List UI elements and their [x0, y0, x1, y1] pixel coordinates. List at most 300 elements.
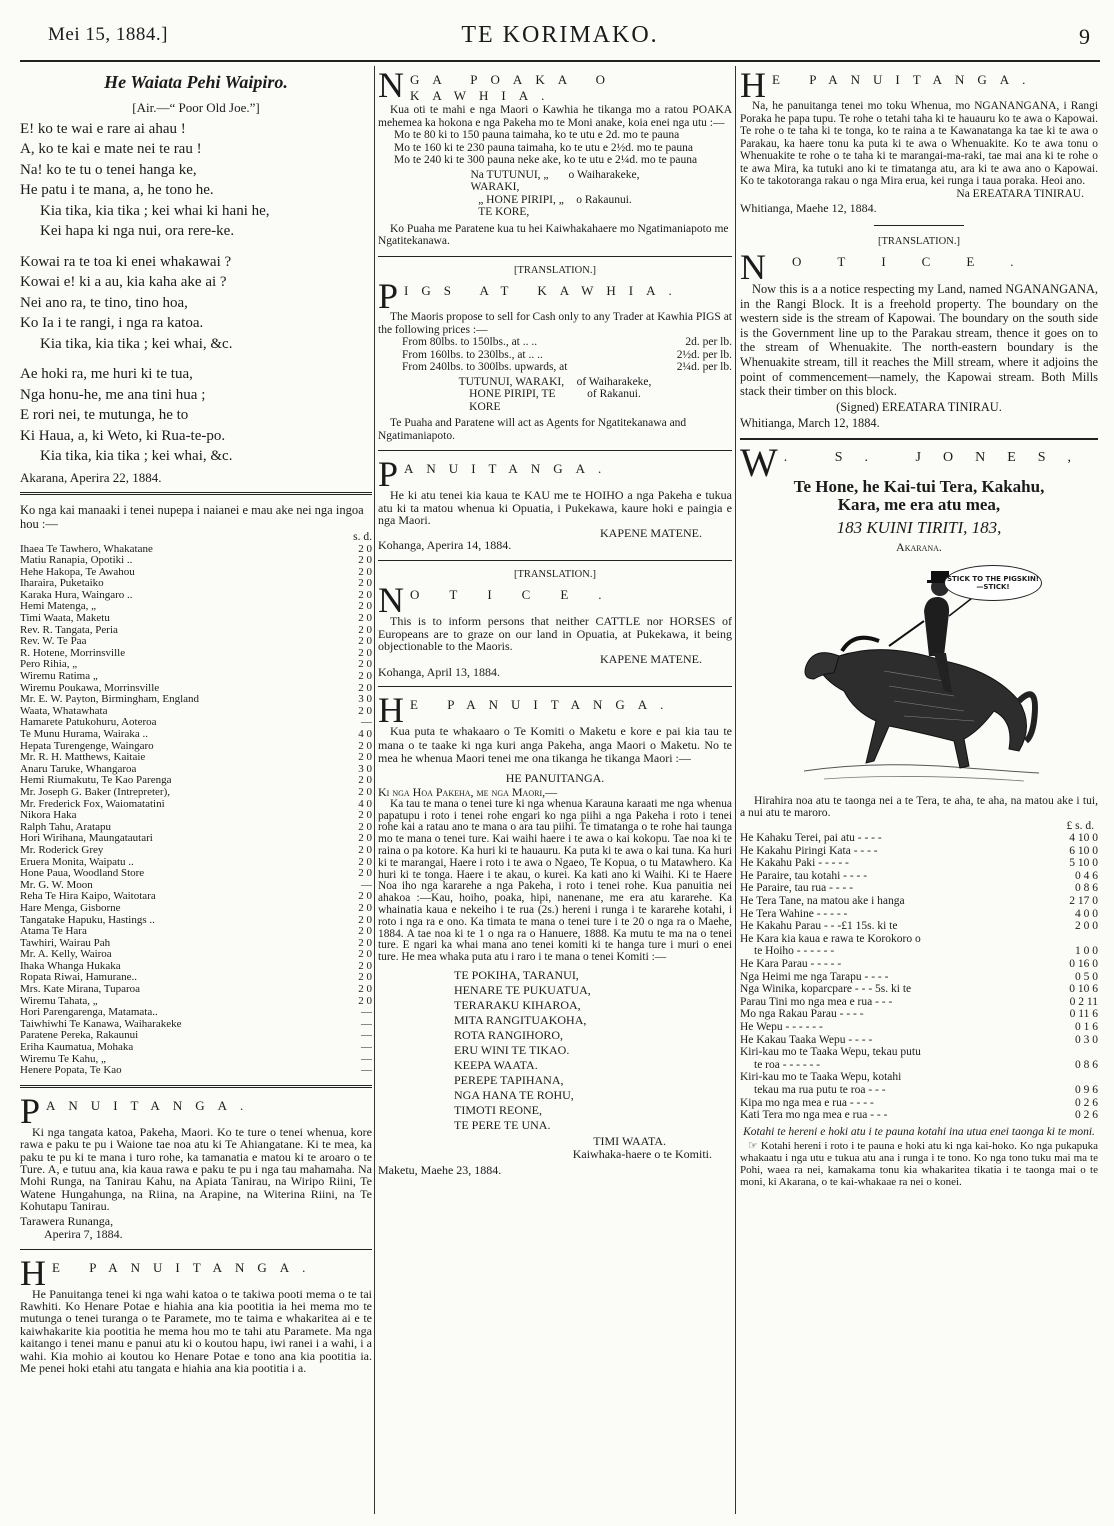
price-item-value: 0 2 6 [1075, 1096, 1098, 1109]
subscriber-row [20, 752, 372, 764]
price-item-value: 0 4 6 [1075, 869, 1098, 882]
subscriber-amount: 2 0 [358, 901, 372, 914]
price-item [740, 1059, 1098, 1072]
ad-heading-text: OTICE. [792, 254, 1050, 269]
price-item-name: He Kakahu Piringi Kata - - - - [740, 844, 878, 857]
subscriber-name: Hone Paua, Woodland Store [20, 868, 145, 880]
ad-date: Whitianga, Maehe 12, 1884. [740, 201, 877, 215]
ad-sign: KAPENE MATENE. [600, 652, 702, 667]
subscriber-row [20, 787, 372, 799]
subscriber-name: Wiremu Ratima „ [20, 671, 98, 683]
subscriber-amount: 2 0 [358, 948, 372, 961]
subscriber-amount: 2 0 [358, 565, 372, 578]
ad-intro: Kua oti te mahi e nga Maori o Kawhia he tikanga mo a ratou POAKA mehemea ka hokona e nga Pakeha mo te Moni anake, koia enei nga utu :— [378, 104, 732, 129]
price-item-name: He Wepu - - - - - - [740, 1020, 823, 1033]
subscriber-amount: 2 0 [358, 739, 372, 752]
price-item-value: 4 0 0 [1075, 907, 1098, 920]
subscriber-amount: 2 0 [358, 577, 372, 590]
section-rule [20, 1249, 372, 1250]
subscriber-amount: 2 0 [358, 971, 372, 984]
price-item-value: 4 10 0 [1069, 832, 1098, 845]
subscriber-name: Wiremu Poukawa, Morrinsville [20, 682, 160, 694]
committee-member: KEEPA WAATA. [454, 1058, 538, 1072]
subscriber-row [20, 636, 372, 648]
subscriber-amount: 2 0 [358, 588, 372, 601]
subscriber-row [20, 833, 372, 845]
price-item-name: He Kara Parau - - - - - [740, 958, 842, 970]
subscriber-row [20, 1042, 372, 1054]
subscriber-row [20, 625, 372, 637]
poem-line: E! ko te wai e rare ai ahau ! [20, 120, 186, 137]
ad-sign: Tarawera Runanga, [20, 1213, 114, 1228]
price-item [740, 870, 1098, 883]
subscriber-name: Mr. E. W. Payton, Birmingham, England [20, 694, 200, 706]
price-table [740, 832, 1098, 1122]
poem-line: Nei ano ra, te tino, tino hoa, [20, 294, 188, 311]
subscriber-name: R. Hotene, Morrinsville [20, 647, 126, 659]
ad-body: Ki nga tangata katoa, Pakeha, Maori. Ko te ture o tenei whenua, kore rawa e paku te pu i Waione tae noa atu ki Te Ahiangatane. Ki te mea, ka paku te pu ki te mana i turo rohe, ka tamanatia e matou ki te aroaro o te Ture. A, e tutuu ana, kia kaua rawa e paku te pu i nga tau mahamaha. Na Mohi Runga, na Tanirau Kahu, na Apiata Tanirau, na Wiripo Riini, Te Watene Hungahunga, na Riina, na Arapine, na Witerina Riini, na Te Kohutapu Tanirau. [20, 1124, 372, 1214]
subscriber-row [20, 938, 372, 950]
price-item [740, 832, 1098, 845]
price-row [378, 336, 732, 349]
signatory-names: HONE PIRIPI, TE KORE [469, 388, 556, 413]
subscriber-name: Karaka Hura, Waingaro .. [20, 589, 133, 601]
committee-member: TE POKIHA, TARANUI, [454, 968, 579, 982]
subscriber-row [20, 996, 372, 1008]
price-item-value: 0 2 6 [1075, 1109, 1098, 1122]
price-item [740, 882, 1098, 895]
subscriber-name: Mr. G. W. Moon [20, 879, 93, 891]
signatories [378, 194, 732, 219]
committee-member: HENARE TE PUKUATUA, [454, 983, 591, 997]
price-value: 2d. per lb. [685, 336, 732, 348]
committee-member: TERARAKU KIHAROA, [454, 998, 581, 1012]
subscriber-name: Mr. Roderick Grey [20, 844, 104, 856]
subscriber-name: Hamarete Patukohuru, Aoteroa [20, 717, 157, 729]
ad-heading [378, 690, 732, 731]
ad-body: Ka tau te mana o tenei ture ki nga whenua Karauna karaati me nga whenua papatupu i roto i tenei rohe engari ko nga piihi a nga Pakeha i roto i tenei rohe kai a ratau ano te mana o ara tau piihi. Te timatanga o te rohe hai taunga mo te mana o tenei ture. Kai waihi haere i te awa o kai kokopu. Tae noa ki te raina o pa kotore. Ka huri ki te hauauru. Ka puta ki te awa o kai tuna. Ka huri ki te marangai, Haere i roto i te awa o Ngaeo, Te Kopua, o tu Matawhero. Ka huri ki te tonga. Haere i te akau, o kurei. Ka kati ano ki Waihi. Ki te Haere Noa iho nga kararehe a nga Pakeha, i roto i tenei rohe. Kua panuitia nei ahakoa :—Kau, hoiho, poaka, hipi, nanenane, me era atu kararehe. Ka whainatia kaua e nekeiho i te rua (2s.) hereni i runga i te kararehe kotahi, i roto i nga ra e ono. Ka timata te mana o tenei ture i te 20 o nga ra o Maehe, 1884. A tae noa ki te 1 o nga ra o Hanuere, 1888. Ka mutu te ma na o tenei ture. E ngari ka whai mana ano tenei komiti ki te hanga ture i muri o enei ture. He mea whaka puta atu i raro i te mana o tenei Komiti :— [378, 797, 732, 964]
subscriber-amount: 2 0 [358, 704, 372, 717]
subscriber-amount: — [361, 1006, 372, 1019]
subscriber-amount: — [361, 1017, 372, 1030]
subscriber-name: Ropata Riwai, Hamurane.. [20, 972, 137, 984]
ad-footer: Ko Puaha me Paratene kua tu hei Kaiwhakahaere mo Ngatimaniapoto me Ngatitekanawa. [378, 222, 729, 247]
subscriber-row [20, 972, 372, 984]
price-item [740, 971, 1098, 984]
subscriber-name: Wiremu Tahata, „ [20, 995, 98, 1007]
subscriber-amount: — [361, 716, 372, 729]
price-item-value: 0 8 6 [1075, 882, 1098, 895]
subscriber-name: Reha Te Hira Kaipo, Waitotara [20, 891, 156, 903]
subscriber-name: Hemi Riumakutu, Te Kao Parenga [20, 775, 172, 787]
subscriber-row [20, 961, 372, 973]
ad-body: He Panuitanga tenei ki nga wahi katoa o te takiwa pooti mema o te tai Rawhiti. Ko Henare Potae e hiahia ana kia pootitia ia hei mema mo te mutunga o tenei turanga o te Paramete, mo te taima e whakaritea ai e te kaiwhakarite kia pootitia he mema hou mo te tahi atu Paramete. Ma nga kaitango i tenei manu e panui atu ki o koutou hapu, iwi ranei i a wahi, i a wahi. Kia mohio ai koutou ko Henare Potae e tono ana kia pootitia ia. Me penei hoki etahi atu tangata e hiahia ana kia pootitia i a. [20, 1286, 372, 1376]
subscriber-row [20, 1019, 372, 1031]
business-line: Kara, me era atu mea, [837, 494, 1001, 514]
drop-cap: P [20, 1090, 41, 1131]
drop-cap: H [740, 66, 766, 105]
subscriber-row [20, 845, 372, 857]
price-item-name: tekau ma rua putu te roa - - - [754, 1083, 886, 1096]
price-item-value: 0 1 6 [1075, 1020, 1098, 1033]
subscriber-row [20, 810, 372, 822]
committee-member: ROTA RANGIHORO, [454, 1028, 564, 1042]
subscriber-name: Iharaira, Puketaiko [20, 578, 104, 590]
subscriber-row [20, 857, 372, 869]
subscriber-name: Mr. Joseph G. Baker (Intrepreter), [20, 786, 170, 798]
ad-body: Na, he panuitanga tenei mo toku Whenua, mo NGANANGANA, i Rangi Poraka he papa tupu. Te rohe o tetahi taha ki te hauauru ko te awa o Kapowai. Te rohe o te taha ki te tonga, ko te raina a te Kawanatanga ka tae ki te awa o Parakau, ka haere tonu ka puta ki te awa o Whenuakite. Ko te awa tonu o Whenuakite te rohe o te taha ki te marangai-ma-raki, tae mai ana ki te rohe o te awa Mira, ka tutuki ano ki te timatanga atu, ara ki te awa ano o Kapowai. Ko te takotoranga rakau o nga Mira erua, kei runga i taua poraka. Heoi ano. [740, 100, 1098, 187]
price-item-value: 0 5 0 [1075, 970, 1098, 983]
price-item [740, 1021, 1098, 1034]
poem-air: [Air.—“ Poor Old Joe.”] [132, 100, 260, 115]
subscriber-amount: 2 0 [358, 646, 372, 659]
committee-member: MITA RANGITUAKOHA, [454, 1013, 587, 1027]
subscriber-row [20, 601, 372, 613]
committee-member: TE PERE TE UNA. [454, 1118, 551, 1132]
price-item-name: He Kakau Taaka Wepu - - - - [740, 1033, 873, 1046]
price-item [740, 945, 1098, 958]
section-rule [378, 256, 732, 257]
price-item-value: 0 2 11 [1069, 995, 1098, 1008]
poem-line: He patu i te mana, a, he tono he. [20, 182, 214, 198]
price-item-name: Kipa mo nga mea e rua - - - - [740, 1096, 874, 1109]
price-item [740, 933, 1098, 946]
price-item-value: 0 11 6 [1069, 1008, 1098, 1021]
section-rule [740, 438, 1098, 440]
poem-title: He Waiata Pehi Waipiro. [104, 72, 288, 92]
price-item-name: te roa - - - - - - [754, 1058, 821, 1071]
price-range: From 240lbs. to 300lbs. upwards, at [402, 361, 568, 373]
subscriber-name: Paratene Pereka, Rakaunui [20, 1030, 139, 1042]
price-item-value: 5 10 0 [1069, 857, 1098, 870]
price-item [740, 845, 1098, 858]
ad-date: Kohanga, April 13, 1884. [378, 664, 500, 679]
price-item-name: Kati Tera mo nga mea e rua - - - [740, 1109, 888, 1122]
price-item [740, 1084, 1098, 1097]
poem-signature: Akarana, Aperira 22, 1884. [20, 469, 162, 485]
price-item [740, 958, 1098, 971]
ad-heading-text: . S. JONES, [783, 449, 1094, 465]
poem-line: Nga honu-he, me ana tini hua ; [20, 386, 206, 403]
section-rule [378, 560, 732, 561]
subscriber-amount: 2 0 [358, 542, 372, 555]
poem-line: Ae hoki ra, me huri ki te tua, [20, 366, 193, 382]
subs-currency-header: s. d. [353, 531, 372, 543]
column-divider [374, 66, 375, 1514]
subscriber-amount: 2 0 [358, 612, 372, 625]
ad-heading-text: OTICE. [410, 587, 632, 603]
page-number: 9 [1079, 24, 1090, 49]
ad-subheading: HE PANUITANGA. [505, 770, 605, 785]
subs-intro: Ko nga kai manaaki i tenei nupepa i naianei e mau ake nei nga ingoa hou :— [20, 503, 364, 531]
price-item [740, 908, 1098, 921]
ad-heading-text: IGS AT KAWHIA. [404, 283, 685, 298]
subscriber-name: Ralph Tahu, Aratapu [20, 821, 111, 833]
price-item-name: He Tera Wahine - - - - - [740, 907, 848, 920]
ad-heading [740, 66, 1098, 105]
price-item-name: He Kakahu Parau - - -£1 15s. ki te [740, 920, 898, 933]
subscriber-row [20, 880, 372, 892]
column-2 [378, 66, 732, 1516]
signatory-place: of Rakanui. [587, 388, 641, 400]
price-item-name: Mo nga Rakau Parau - - - - [740, 1008, 864, 1021]
ad-heading-text: ANUITANGA. [46, 1097, 257, 1113]
page-header [20, 14, 1100, 56]
subscriber-name: Ihaka Whanga Hukaka [20, 960, 121, 972]
signatory-names: „ HONE PIRIPI, „ TE KORE, [478, 193, 564, 218]
signatory-names: TUTUNUI, WARAKI, [458, 375, 565, 388]
subscriber-row [20, 949, 372, 961]
subscriber-name: Taiwhiwhi Te Kanawa, Waiharakeke [20, 1018, 182, 1030]
subscriber-amount: 2 0 [358, 820, 372, 833]
subscriber-row [20, 1007, 372, 1019]
translation-label: [TRANSLATION.] [878, 235, 960, 247]
ad-heading-text: GA POAKA O KAWHIA. [410, 72, 619, 103]
price-item-value: 0 9 6 [1075, 1083, 1098, 1096]
subscriber-row [20, 764, 372, 776]
price-item-name: Kiri-kau mo te Taaka Wepu, kotahi [740, 1071, 902, 1084]
committee-member: PEREPE TAPIHANA, [454, 1073, 564, 1087]
section-rule [20, 492, 372, 495]
drop-cap: P [378, 276, 399, 316]
price-item-value: 2 17 0 [1069, 895, 1098, 908]
ad-sign: Na EREATARA TINIRAU. [956, 187, 1084, 200]
ad-heading [740, 439, 1098, 485]
subscriber-amount: 2 0 [358, 774, 372, 787]
subscriber-row [20, 590, 372, 602]
price-row [378, 349, 732, 362]
subscriber-amount: 2 0 [358, 994, 372, 1007]
subscriber-row [20, 984, 372, 996]
signatory-place: o Rakaunui. [576, 193, 632, 206]
subscriber-name: Rev. R. Tangata, Peria [20, 624, 118, 636]
subscriber-row [20, 555, 372, 567]
ad-intro: The Maoris propose to sell for Cash only to any Trader at Kawhia PIGS at the following prices :— [378, 311, 732, 336]
drop-cap: P [378, 454, 399, 494]
subscriber-name: Hepata Turengenge, Waingaro [20, 740, 154, 752]
subscriber-amount: 2 0 [358, 554, 372, 567]
price-item-value: 1 0 0 [1075, 945, 1098, 958]
subscriber-name: Pero Rihia, „ [20, 659, 78, 671]
ad-intro: Kua puta te whakaaro o Te Komiti o Maketu e kore e pai kia tau te mana o te taake ki nga kuri anga Pakeha, anga Maori o Maketu. No te mea he whenua Maori tenei me ona tikanga he tikanga Maori :— [378, 724, 732, 766]
ad-footer: Te Puaha and Paratene will act as Agents for Ngatitekanawa and Ngatimaniapoto. [378, 417, 687, 442]
subscriber-row [20, 891, 372, 903]
subscriber-row [20, 775, 372, 787]
price-item-name: He Kahaku Terei, pai atu - - - - [740, 832, 882, 845]
subscriber-amount: 2 0 [358, 658, 372, 671]
ad-date: Maketu, Maehe 23, 1884. [378, 1163, 502, 1177]
subscriber-name: Eriha Kaumatua, Mohaka [20, 1042, 134, 1054]
subscriber-name: Hehe Hakopa, Te Awahou [20, 566, 135, 578]
ad-heading-text: E PANUITANGA. [410, 697, 677, 713]
speech-bubble: STICK TO THE PIGSKIN!—STICK! [944, 565, 1042, 601]
ad-heading [20, 1252, 372, 1293]
subscriber-amount: 2 0 [358, 670, 372, 683]
subscriber-name: Eruera Monita, Waipatu .. [20, 856, 134, 868]
price-item-name: Kiri-kau mo te Taaka Wepu, tekau putu [740, 1046, 921, 1059]
section-rule [378, 450, 732, 451]
subscriber-amount: 2 0 [358, 681, 372, 694]
price-item-name: He Tera Tane, na matou ake i hanga [740, 895, 905, 908]
subscriber-row [20, 1030, 372, 1042]
price-item-name: Nga Heimi me nga Tarapu - - - - [740, 970, 889, 983]
price-range: From 160lbs. to 230lbs., at .. .. [402, 348, 543, 361]
subscriber-amount: 2 0 [358, 890, 372, 903]
subscriber-amount: 2 0 [358, 785, 372, 798]
price-item-name: Parau Tini mo nga mea e rua - - - [740, 995, 893, 1008]
subscriber-name: Hori Parengarenga, Matamata.. [20, 1007, 158, 1019]
committee-member: ERU WINI TE TIKAO. [454, 1043, 570, 1057]
subscriber-row [20, 822, 372, 834]
price-item-name: te Hoiho - - - - - - [754, 945, 835, 958]
header-rule [20, 60, 1100, 62]
drop-cap: H [20, 1252, 46, 1293]
price-item [740, 1008, 1098, 1021]
poem-line: Kowai ra te toa ki enei whakawai ? [20, 253, 232, 270]
signatory-names: Na TUTUNUI, „ WARAKI, [470, 168, 549, 193]
poem-line: Ki Haua, a, ki Weto, ki Rua-te-po. [20, 427, 226, 444]
price-item-name: Nga Winika, koparcpare - - - 5s. ki te [740, 983, 912, 996]
price-item [740, 1034, 1098, 1047]
price-item-name: He Paraire, tau rua - - - - [740, 882, 854, 895]
subscriber-row [20, 729, 372, 741]
drop-cap: N [740, 247, 766, 287]
poem-line: Kia tika, kia tika ; kei whai, &c. [40, 335, 233, 352]
poem-line: Kia tika, kia tika ; kei whai ki hani he, [40, 202, 270, 219]
price-item [740, 920, 1098, 933]
price-item [740, 1097, 1098, 1110]
subscriber-amount: 2 0 [358, 809, 372, 822]
subscriber-name: Atama Te Hara [20, 926, 87, 938]
ad-date: Whitianga, March 12, 1884. [740, 416, 880, 431]
ad-heading-text: E PANUITANGA. [52, 1259, 319, 1275]
subscriber-amount: 3 0 [358, 762, 372, 775]
subscriber-amount: — [361, 1052, 372, 1065]
price-line: Mo te 80 ki to 150 pauna taimaha, ko te utu e 2d. mo te pauna [394, 129, 680, 141]
price-line: Mo te 160 ki te 230 pauna taimaha, ko te utu e 2½d. mo te pauna [394, 141, 693, 154]
subscriber-name: Mrs. Kate Mirana, Tuparoa [20, 984, 141, 996]
poem-line: A, ko te kai e mate nei te rau ! [20, 141, 202, 157]
poem-line: Na! ko te tu o tenei hanga ke, [20, 161, 197, 178]
poem-line: Kia tika, kia tika ; kei whai, &c. [40, 448, 233, 464]
subscriber-name: Mr. A. Kelly, Wairoa [20, 949, 112, 961]
ad-heading [20, 1090, 372, 1131]
column-divider [735, 66, 736, 1514]
subscriber-amount: 2 0 [358, 925, 372, 938]
ad-sign: TIMI WAATA. [593, 1134, 666, 1148]
subscriber-name: Tawhiri, Wairau Pah [20, 937, 111, 949]
subscriber-row [20, 926, 372, 938]
price-item-value: 0 3 0 [1075, 1033, 1098, 1046]
subscriber-name: Wiremu Te Kahu, „ [20, 1053, 106, 1065]
subscriber-name: Hemi Matenga, „ [20, 601, 97, 613]
subscriber-amount: — [361, 1064, 372, 1077]
subscriber-row [20, 1054, 372, 1066]
subscriber-amount: — [361, 878, 372, 891]
subscriber-name: Hori Wirihana, Maungatautari [20, 833, 153, 845]
subscriber-name: Mr. R. H. Matthews, Kaitaie [20, 752, 146, 764]
price-item-value: 0 8 6 [1075, 1058, 1098, 1071]
business-line: Te Hone, he Kai-tui Tera, Kakahu, [793, 476, 1045, 496]
subscriber-row [20, 613, 372, 625]
price-note: Kotahi te hereni e hoki atu i te pauna kotahi ina utua enei taonga ki te moni. [743, 1125, 1095, 1138]
ad-heading [378, 454, 732, 494]
column-3 [740, 66, 1098, 1516]
subscriber-name: Rev. W. Te Paa [20, 636, 87, 648]
subscriber-row [20, 683, 372, 695]
subscriber-amount: 2 0 [358, 635, 372, 648]
drop-cap: N [378, 580, 404, 621]
subscriber-amount: — [361, 1029, 372, 1042]
price-value: 2½d. per lb. [676, 348, 732, 361]
ad-intro: Hirahira noa atu te taonga nei a te Tera, te aha, te aha, na matou ake i tui, a nui atu te maroro. [740, 793, 1098, 820]
subscriber-amount: 2 0 [358, 959, 372, 972]
ad-heading [378, 276, 732, 316]
price-item [740, 1071, 1098, 1084]
subscriber-row [20, 671, 372, 683]
subscriber-amount: 2 0 [358, 983, 372, 996]
subscriber-name: Henere Popata, Te Kao [20, 1065, 122, 1077]
price-item-value: 0 16 0 [1069, 958, 1098, 970]
subscriber-amount: 2 0 [358, 832, 372, 845]
subscriber-name: Timi Waata, Maketu [20, 613, 110, 625]
ad-footer: ☞ Kotahi hereni i roto i te pauna e hoki atu ki nga kai-hoko. Ko nga pukapuka whakaatu i nga utu e tukua atu ana i runga i te tono. Ko nga tono tuku mai ma te Pohi, waea ra nei, kamakama tonu kia whakaritea tikatia i te taonga mai o te moni, ki Akarana, o te kai-whakaae ra nei o konei. [740, 1140, 1098, 1188]
ad-date: Kohanga, Aperira 14, 1884. [378, 538, 512, 553]
ad-salutation: Ki nga Hoa Pakeha, me nga Maori,— [378, 785, 558, 800]
price-item [740, 1046, 1098, 1059]
subscriber-amount: 2 0 [358, 855, 372, 868]
subscriber-row [20, 868, 372, 880]
subscriber-name: Te Munu Hurama, Wairaka .. [20, 729, 148, 740]
price-item [740, 895, 1098, 908]
price-item [740, 1109, 1098, 1122]
ad-sign: KAPENE MATENE. [600, 525, 702, 540]
poem-line: Kei hapa ki nga nui, ora rere-ke. [40, 223, 235, 239]
subscriber-amount: 2 0 [358, 623, 372, 636]
subscriber-list [20, 544, 372, 1077]
subscriber-amount: 2 0 [358, 600, 372, 613]
subscriber-row [20, 659, 372, 671]
ad-heading [740, 247, 1098, 287]
subscriber-amount: — [361, 1041, 372, 1054]
subscriber-name: Mr. Frederick Fox, Waiomatatini [20, 798, 165, 810]
committee-member: TIMOTI REONE, [454, 1103, 542, 1117]
drop-cap: N [378, 66, 404, 105]
price-item [740, 857, 1098, 870]
subscriber-row [20, 578, 372, 590]
subscriber-name: Waata, Whatawhata [20, 705, 108, 717]
translation-label: [TRANSLATION.] [514, 264, 596, 276]
subscriber-row [20, 567, 372, 579]
price-item [740, 996, 1098, 1009]
column-1 [20, 66, 372, 1516]
subscriber-name: Matiu Ranapia, Opotiki .. [20, 555, 133, 567]
price-range: From 80lbs. to 150lbs., at .. .. [402, 336, 538, 348]
subscriber-amount: 2 0 [358, 843, 372, 856]
subscriber-row [20, 1065, 372, 1077]
subscriber-amount: 2 0 [358, 913, 372, 926]
signatories [378, 388, 732, 413]
subscriber-row [20, 648, 372, 660]
subscriber-row [20, 741, 372, 753]
subscriber-amount: 3 0 [358, 693, 372, 706]
subscriber-name: Nikora Haka [20, 810, 77, 822]
drop-cap: W [740, 439, 778, 485]
price-row [378, 361, 732, 374]
subscriber-row [20, 915, 372, 927]
signatory-place: o Waiharakeke, [568, 168, 640, 181]
subscriber-amount: 4 0 [358, 728, 372, 740]
